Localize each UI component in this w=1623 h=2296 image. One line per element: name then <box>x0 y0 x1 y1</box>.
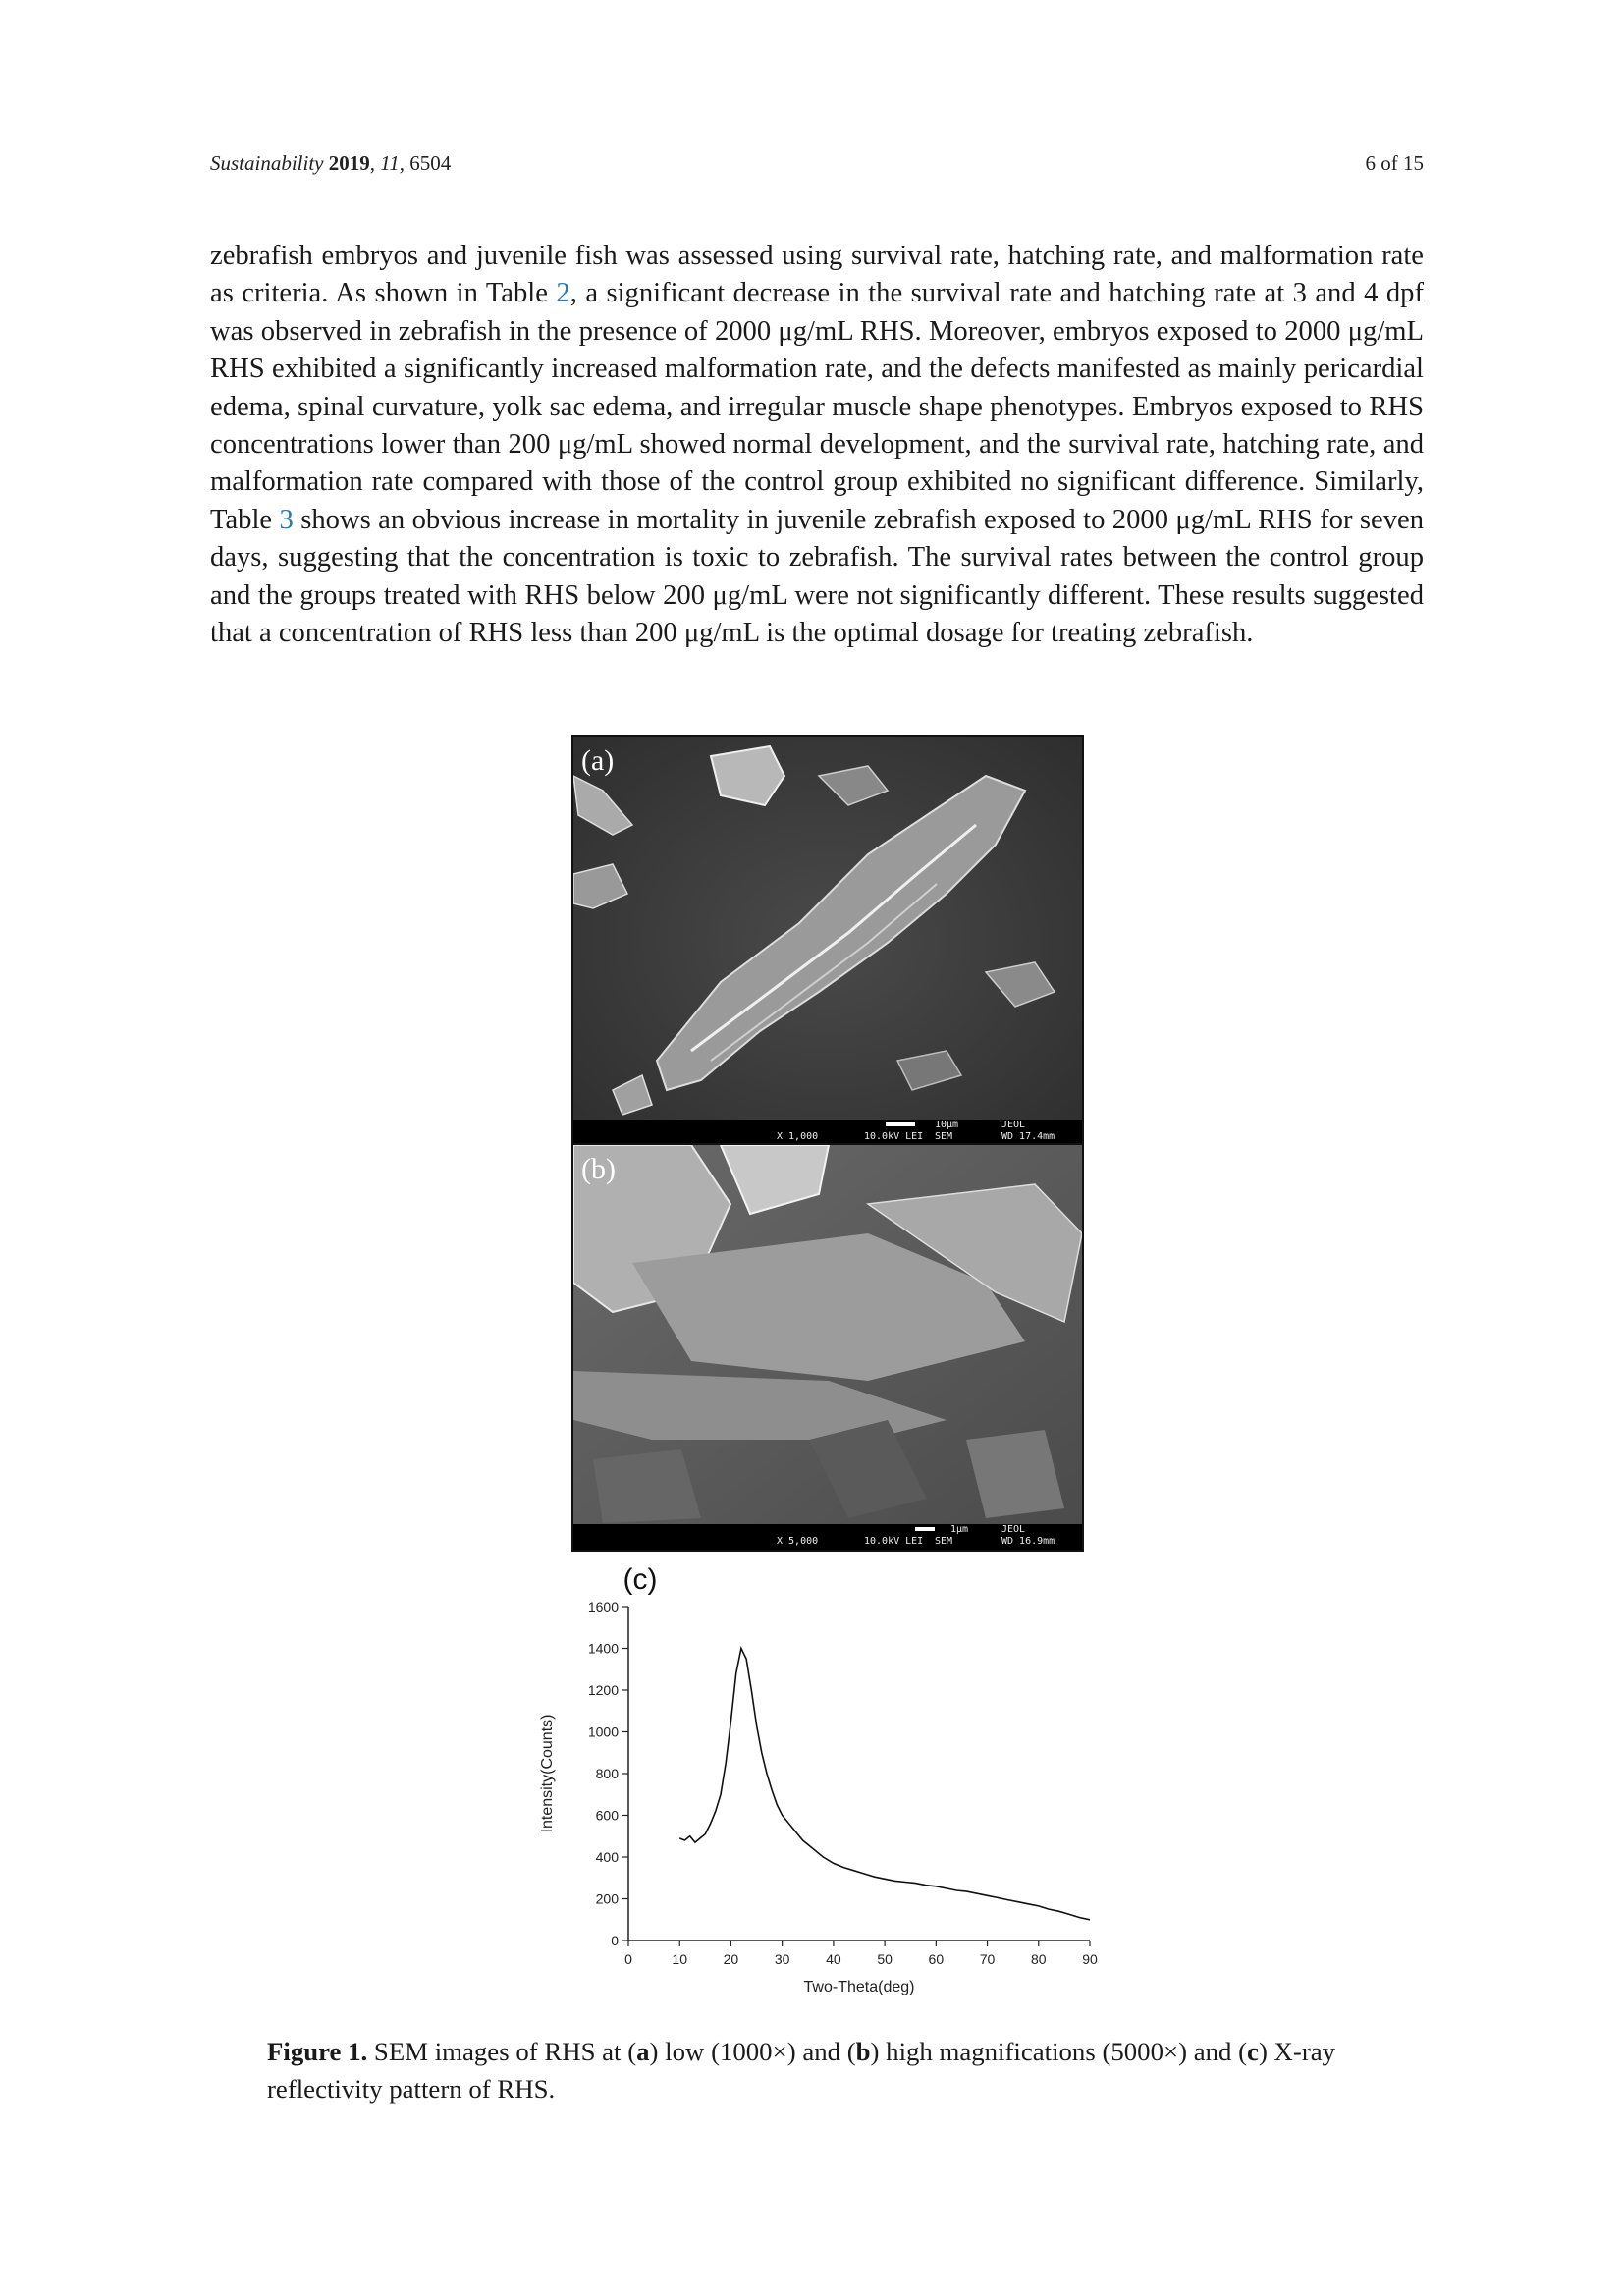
figure-caption <box>267 2033 1377 2107</box>
x-tick-label: 60 <box>928 1951 945 1967</box>
journal-citation: Sustainability 2019, 11, 6504 <box>210 151 452 175</box>
sem-label: SEM <box>935 1131 953 1142</box>
y-tick-label: 600 <box>595 1807 619 1824</box>
brand-label: JEOL <box>1001 1524 1026 1535</box>
caption-text: ) high magnifications (5000×) and ( <box>870 2037 1248 2066</box>
magnification: X 5,000 <box>777 1536 819 1547</box>
caption-text: ) X-ray reflectivity pattern of RHS. <box>267 2037 1336 2104</box>
caption-ref-b: b <box>855 2037 871 2066</box>
y-tick-label: 400 <box>595 1849 619 1865</box>
table-2-link[interactable]: 2 <box>556 278 570 309</box>
x-tick-label: 50 <box>877 1951 893 1967</box>
table-3-link[interactable]: 3 <box>279 504 294 535</box>
text-segment: zebrafish embryos and juvenile fish was assessed using survival rate, hatching rate, and malformation rate as criteria. As shown in Table <box>210 241 1424 309</box>
magnification: X 1,000 <box>777 1131 819 1142</box>
x-tick-label: 70 <box>979 1951 996 1967</box>
caption-ref-c: c <box>1247 2037 1259 2066</box>
sem-image-high-mag <box>571 1143 1084 1552</box>
y-tick-label: 1600 <box>587 1599 619 1614</box>
y-tick-label: 1400 <box>587 1640 619 1657</box>
sem-texture-b <box>573 1145 1082 1550</box>
journal-name: Sustainability <box>210 151 324 175</box>
caption-text: SEM images of RHS at ( <box>367 2037 637 2066</box>
caption-text: ) low (1000×) and ( <box>649 2037 856 2066</box>
sem-info-bar <box>573 1120 1082 1145</box>
x-tick-label: 10 <box>672 1951 688 1967</box>
x-axis-title: Two-Theta(deg) <box>803 1979 915 1995</box>
scale-bar <box>915 1527 935 1531</box>
x-tick-label: 0 <box>624 1951 632 1967</box>
y-axis-title: Intensity(Counts) <box>539 1714 556 1833</box>
sem-image-low-mag <box>571 735 1084 1147</box>
panel-label-a: (a) <box>581 744 615 777</box>
sem-label: SEM <box>935 1536 953 1547</box>
text-segment: shows an obvious increase in mortality in juvenile zebrafish exposed to 2000 μg/mL RHS for seven days, suggesting that the concentration is toxic to zebrafish. The survival rates between the control group and the groups treated with RHS below 200 μg/mL were not significantly different. These results suggested that a concentration of RHS less than 200 μg/mL is the optimal dosage for treating zebrafish. <box>210 504 1424 649</box>
y-tick-label: 0 <box>611 1933 619 1948</box>
text-segment: , a significant decrease in the survival rate and hatching rate at 3 and 4 dpf was observed in zebrafish in the presence of 2000 μg/mL RHS. Moreover, embryos exposed to 2000 μg/mL RHS exhibited a significantly increased malformation rate, and the defects manifested as mainly pericardial edema, spinal curvature, yolk sac edema, and irregular muscle shape phenotypes. Embryos exposed to RHS concentrations lower than 200 μg/mL showed normal development, and the survival rate, hatching rate, and malformation rate compared with those of the control group exhibited no significant difference. Similarly, Table <box>210 278 1424 535</box>
sem-info-bar <box>573 1524 1082 1550</box>
y-tick-label: 800 <box>595 1766 619 1781</box>
y-tick-label: 200 <box>595 1890 619 1907</box>
x-tick-label: 80 <box>1030 1951 1047 1967</box>
x-tick-label: 20 <box>723 1951 739 1967</box>
article-number: 6504 <box>409 151 452 175</box>
accelerating-voltage: 10.0kV LEI <box>864 1536 924 1547</box>
accelerating-voltage: 10.0kV LEI <box>864 1131 924 1142</box>
journal-volume: 11 <box>380 151 400 175</box>
page-header <box>210 151 1424 176</box>
panel-label-c: (c) <box>622 1563 658 1596</box>
x-tick-label: 30 <box>774 1951 790 1967</box>
sem-texture-a <box>573 737 1082 1145</box>
y-tick-label: 1200 <box>587 1682 619 1698</box>
y-tick-label: 1000 <box>587 1723 619 1740</box>
panel-label-b: (b) <box>581 1153 616 1185</box>
working-distance: WD 17.4mm <box>1001 1131 1055 1142</box>
x-tick-label: 90 <box>1082 1951 1098 1967</box>
working-distance: WD 16.9mm <box>1001 1536 1055 1547</box>
caption-ref-a: a <box>636 2037 650 2066</box>
xrd-chart <box>530 1558 1119 2009</box>
journal-year: 2019 <box>328 151 370 175</box>
scale-label: 10μm <box>935 1120 959 1130</box>
xrd-series-line <box>679 1649 1090 1920</box>
page-number: 6 of 15 <box>1365 151 1424 175</box>
x-tick-label: 40 <box>826 1951 841 1967</box>
brand-label: JEOL <box>1001 1120 1026 1130</box>
body-paragraph <box>210 238 1424 652</box>
figure-label: Figure 1. <box>267 2037 368 2066</box>
scale-bar <box>886 1122 915 1126</box>
scale-label: 1μm <box>950 1524 969 1535</box>
